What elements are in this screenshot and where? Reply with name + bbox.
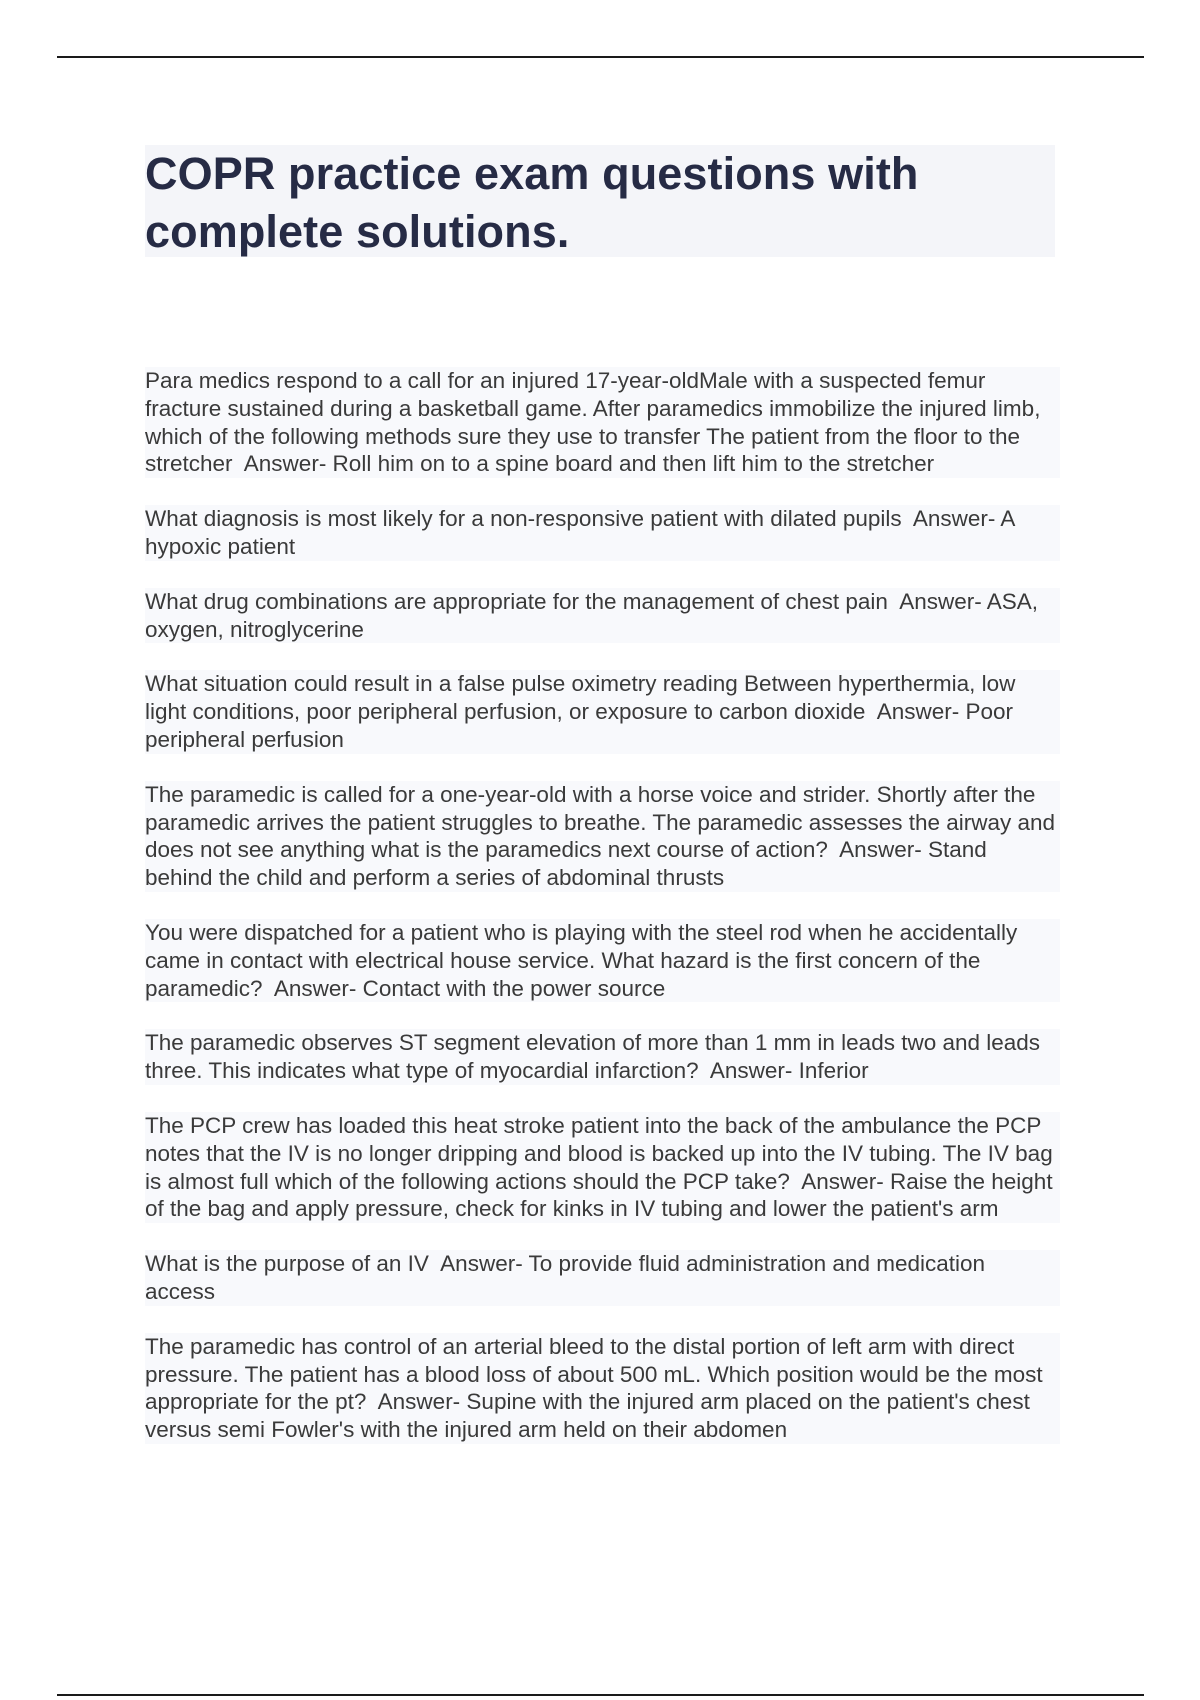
document-title: COPR practice exam questions with complete solutions.	[145, 148, 919, 257]
qa-list	[145, 367, 1060, 1471]
qa-item: Para medics respond to a call for an injured 17-year-oldMale with a suspected femur fracture sustained during a basketball game. After paramedics immobilize the injured limb, which of the following methods sure they use to transfer The patient from the floor to the stretcher Answer- Roll him on to a spine board and then lift him to the stretcher	[145, 367, 1060, 478]
qa-item: What situation could result in a false pulse oximetry reading Between hyperthermia, low light conditions, poor peripheral perfusion, or exposure to carbon dioxide Answer- Poor peripheral perfusion	[145, 670, 1060, 753]
qa-item: What drug combinations are appropriate for the management of chest pain Answer- ASA, oxygen, nitroglycerine	[145, 588, 1060, 644]
qa-item: The paramedic has control of an arterial bleed to the distal portion of left arm with direct pressure. The patient has a blood loss of about 500 mL. Which position would be the most appropriate for the pt? Answer- Supine with the injured arm placed on the patient's chest versus semi Fowler's with the injured arm held on their abdomen	[145, 1333, 1060, 1444]
qa-item: The paramedic observes ST segment elevation of more than 1 mm in leads two and leads three. This indicates what type of myocardial infarction? Answer- Inferior	[145, 1029, 1060, 1085]
qa-item: What is the purpose of an IV Answer- To provide fluid administration and medication access	[145, 1250, 1060, 1306]
title-block	[145, 145, 1055, 257]
qa-item: You were dispatched for a patient who is playing with the steel rod when he accidentally came in contact with electrical house service. What hazard is the first concern of the paramedic? Answer- Contact with the power source	[145, 919, 1060, 1002]
qa-item: The paramedic is called for a one-year-old with a horse voice and strider. Shortly after the paramedic arrives the patient struggles to breathe. The paramedic assesses the airway and does not see anything what is the paramedics next course of action? Answer- Stand behind the child and perform a series of abdominal thrusts	[145, 781, 1062, 891]
bottom-rule	[57, 1694, 1144, 1696]
top-rule	[57, 56, 1144, 58]
qa-item: The PCP crew has loaded this heat stroke patient into the back of the ambulance the PCP notes that the IV is no longer dripping and blood is backed up into the IV tubing. The IV bag is almost full which of the following actions should the PCP take? Answer- Raise the height of the bag and apply pressure, check for kinks in IV tubing and lower the patient's arm	[145, 1112, 1059, 1222]
qa-item: What diagnosis is most likely for a non-responsive patient with dilated pupils Answer- A hypoxic patient	[145, 505, 1060, 561]
